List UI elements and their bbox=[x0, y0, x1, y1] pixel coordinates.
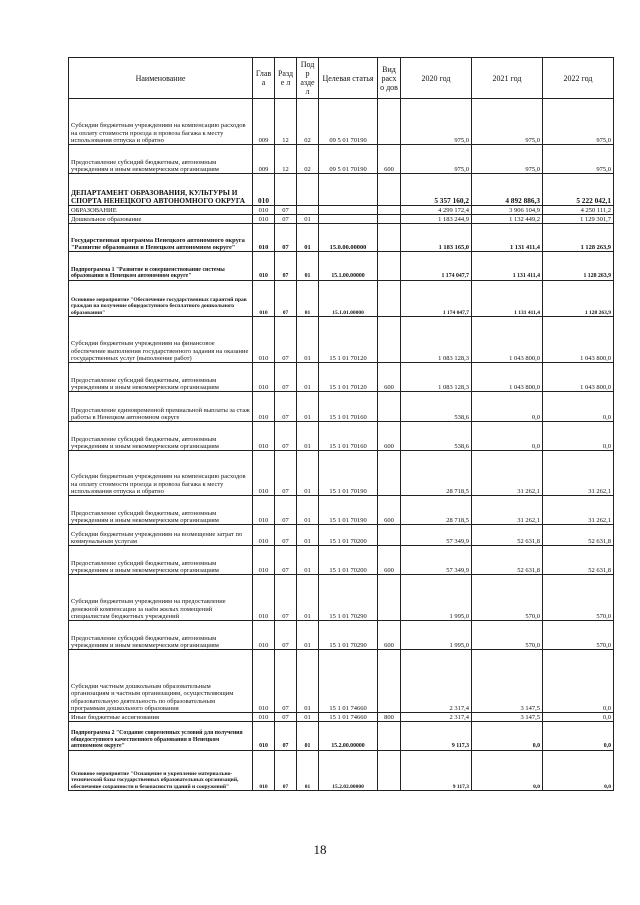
row-name: Основное мероприятие "Обеспечение государственных гарантий прав граждан на получение общедоступного бесплатного дошкольного образования" bbox=[69, 281, 253, 317]
row-glava: 010 bbox=[253, 496, 275, 525]
table-row bbox=[69, 575, 614, 621]
row-value-2020: 28 718,5 bbox=[401, 451, 472, 496]
row-podrazdel: 01 bbox=[297, 422, 319, 451]
table-row bbox=[69, 145, 614, 174]
row-glava: 010 bbox=[253, 363, 275, 392]
row-razdel: 07 bbox=[275, 751, 297, 791]
document-page bbox=[68, 57, 613, 791]
row-value-2022: 1 128 263,9 bbox=[543, 224, 614, 252]
table-row bbox=[69, 392, 614, 422]
header-name: Наименование bbox=[69, 58, 253, 99]
row-name: Предоставление субсидий бюджетным, автономным учреждениям и иным некоммерческим организациям bbox=[69, 546, 253, 575]
header-2020: 2020 год bbox=[401, 58, 472, 99]
row-value-2021: 31 262,1 bbox=[472, 496, 543, 525]
row-value-2021: 1 131 411,4 bbox=[472, 281, 543, 317]
row-value-2021: 3 147,5 bbox=[472, 713, 543, 722]
table-row bbox=[69, 99, 614, 145]
row-value-2021: 52 631,8 bbox=[472, 546, 543, 575]
row-expense-type: 600 bbox=[378, 546, 401, 575]
row-value-2021: 52 631,8 bbox=[472, 525, 543, 546]
row-podrazdel: 01 bbox=[297, 252, 319, 281]
row-name: Подпрограмма 2 "Создание современных условий для получения общедоступного качественного образования в Ненецком автономном округе" bbox=[69, 722, 253, 751]
row-target-article: 15 1 01 70290 bbox=[319, 575, 378, 621]
row-value-2022: 0,0 bbox=[543, 650, 614, 713]
row-glava: 010 bbox=[253, 650, 275, 713]
row-name: Субсидии бюджетным учреждениям на компенсацию расходов на оплату стоимости проезда и провоза багажа к месту использования отпуска и обратно bbox=[69, 451, 253, 496]
row-glava: 010 bbox=[253, 546, 275, 575]
row-glava: 010 bbox=[253, 174, 275, 206]
row-value-2021: 570,0 bbox=[472, 621, 543, 650]
row-value-2022: 975,0 bbox=[543, 145, 614, 174]
row-target-article bbox=[319, 215, 378, 224]
row-glava: 010 bbox=[253, 317, 275, 363]
row-podrazdel: 01 bbox=[297, 575, 319, 621]
row-razdel: 07 bbox=[275, 722, 297, 751]
row-glava: 010 bbox=[253, 215, 275, 224]
row-value-2022: 1 128 263,9 bbox=[543, 281, 614, 317]
row-value-2020: 1 083 128,3 bbox=[401, 317, 472, 363]
header-target-article: Целевая статья bbox=[319, 58, 378, 99]
row-value-2021: 3 906 104,9 bbox=[472, 206, 543, 215]
row-value-2021: 1 132 449,2 bbox=[472, 215, 543, 224]
row-expense-type: 600 bbox=[378, 145, 401, 174]
row-razdel: 07 bbox=[275, 224, 297, 252]
table-row bbox=[69, 525, 614, 546]
row-target-article: 15.2.02.00000 bbox=[319, 751, 378, 791]
row-expense-type bbox=[378, 751, 401, 791]
row-name: Предоставление субсидий бюджетным, автономным учреждениям и иным некоммерческим организациям bbox=[69, 621, 253, 650]
row-value-2022: 975,0 bbox=[543, 99, 614, 145]
row-target-article: 15.0.00.00000 bbox=[319, 224, 378, 252]
row-value-2020: 28 718,5 bbox=[401, 496, 472, 525]
row-expense-type bbox=[378, 575, 401, 621]
row-target-article: 15 1 01 70120 bbox=[319, 317, 378, 363]
row-expense-type bbox=[378, 722, 401, 751]
row-expense-type: 600 bbox=[378, 496, 401, 525]
row-razdel: 07 bbox=[275, 451, 297, 496]
row-target-article: 15 1 01 70200 bbox=[319, 546, 378, 575]
row-target-article: 15 1 01 70190 bbox=[319, 451, 378, 496]
header-glava: Глав а bbox=[253, 58, 275, 99]
row-podrazdel: 01 bbox=[297, 392, 319, 422]
row-podrazdel: 01 bbox=[297, 525, 319, 546]
row-expense-type bbox=[378, 317, 401, 363]
row-value-2020: 1 183 165,0 bbox=[401, 224, 472, 252]
row-razdel: 07 bbox=[275, 621, 297, 650]
row-value-2020: 1 174 047,7 bbox=[401, 252, 472, 281]
table-row bbox=[69, 650, 614, 713]
row-value-2021: 0,0 bbox=[472, 422, 543, 451]
row-podrazdel: 01 bbox=[297, 713, 319, 722]
row-target-article: 09 5 01 70190 bbox=[319, 145, 378, 174]
row-podrazdel: 01 bbox=[297, 621, 319, 650]
row-value-2020: 1 183 244,9 bbox=[401, 215, 472, 224]
row-value-2021: 1 131 411,4 bbox=[472, 252, 543, 281]
budget-table bbox=[68, 57, 614, 791]
row-glava: 010 bbox=[253, 525, 275, 546]
row-value-2020: 9 117,3 bbox=[401, 722, 472, 751]
row-name: Субсидии бюджетным учреждениям на возмещение затрат по коммунальным услугам bbox=[69, 525, 253, 546]
row-value-2020: 5 357 160,2 bbox=[401, 174, 472, 206]
row-name: Субсидии бюджетным учреждениям на компенсацию расходов на оплату стоимости проезда и провоза багажа к месту использования отпуска и обратно bbox=[69, 99, 253, 145]
row-expense-type bbox=[378, 206, 401, 215]
table-row bbox=[69, 252, 614, 281]
row-value-2020: 1 174 047,7 bbox=[401, 281, 472, 317]
row-name: Предоставление субсидий бюджетным, автономным учреждениям и иным некоммерческим организациям bbox=[69, 422, 253, 451]
row-target-article bbox=[319, 206, 378, 215]
row-value-2021: 3 147,5 bbox=[472, 650, 543, 713]
row-expense-type bbox=[378, 650, 401, 713]
row-value-2021: 975,0 bbox=[472, 145, 543, 174]
row-target-article: 15.1.01.00000 bbox=[319, 281, 378, 317]
row-value-2022: 0,0 bbox=[543, 751, 614, 791]
row-value-2021: 1 043 800,0 bbox=[472, 317, 543, 363]
row-podrazdel: 01 bbox=[297, 224, 319, 252]
row-value-2021: 975,0 bbox=[472, 99, 543, 145]
row-razdel: 07 bbox=[275, 281, 297, 317]
row-name: Субсидии бюджетным учреждениям на предоставление денежной компенсации за наём жилых помещений специалистам бюджетных учреждений bbox=[69, 575, 253, 621]
row-name: Предоставление единовременной премиальной выплаты за стаж работы в Ненецком автономном округе bbox=[69, 392, 253, 422]
table-row bbox=[69, 224, 614, 252]
row-glava: 009 bbox=[253, 145, 275, 174]
row-name: Субсидии бюджетным учреждениям на финансовое обеспечение выполнения государственного задания на оказание государственных услуг (выполнение работ) bbox=[69, 317, 253, 363]
row-podrazdel bbox=[297, 206, 319, 215]
row-glava: 010 bbox=[253, 722, 275, 751]
row-target-article: 15 1 01 70160 bbox=[319, 422, 378, 451]
row-name: Основное мероприятие "Оснащение и укрепление материально-технической базы государственных образовательных организаций, обеспечение сохранности и безопасности зданий и сооружений" bbox=[69, 751, 253, 791]
row-target-article: 15 1 01 70160 bbox=[319, 392, 378, 422]
row-value-2022: 52 631,8 bbox=[543, 546, 614, 575]
row-expense-type bbox=[378, 525, 401, 546]
row-name: Предоставление субсидий бюджетным, автономным учреждениям и иным некоммерческим организациям bbox=[69, 363, 253, 392]
row-podrazdel: 01 bbox=[297, 722, 319, 751]
table-row bbox=[69, 722, 614, 751]
row-value-2022: 4 250 111,2 bbox=[543, 206, 614, 215]
row-glava: 010 bbox=[253, 281, 275, 317]
table-row bbox=[69, 215, 614, 224]
row-value-2020: 57 349,9 bbox=[401, 525, 472, 546]
row-expense-type bbox=[378, 281, 401, 317]
row-value-2020: 538,6 bbox=[401, 392, 472, 422]
row-razdel: 12 bbox=[275, 99, 297, 145]
row-podrazdel: 02 bbox=[297, 99, 319, 145]
row-razdel: 07 bbox=[275, 317, 297, 363]
row-name: Дошкольное образование bbox=[69, 215, 253, 224]
header-razdel: Разде л bbox=[275, 58, 297, 99]
row-expense-type bbox=[378, 224, 401, 252]
row-value-2021: 0,0 bbox=[472, 722, 543, 751]
row-value-2021: 0,0 bbox=[472, 392, 543, 422]
row-value-2020: 538,6 bbox=[401, 422, 472, 451]
header-podrazdel: Подр аздел bbox=[297, 58, 319, 99]
row-razdel: 07 bbox=[275, 206, 297, 215]
row-glava: 010 bbox=[253, 422, 275, 451]
row-razdel: 07 bbox=[275, 496, 297, 525]
row-razdel: 12 bbox=[275, 145, 297, 174]
row-podrazdel: 01 bbox=[297, 546, 319, 575]
table-body bbox=[69, 99, 614, 791]
row-podrazdel: 01 bbox=[297, 215, 319, 224]
row-target-article: 15 1 01 70290 bbox=[319, 621, 378, 650]
table-row bbox=[69, 281, 614, 317]
row-target-article: 15 1 01 70120 bbox=[319, 363, 378, 392]
row-name: Иные бюджетные ассигнования bbox=[69, 713, 253, 722]
row-glava: 010 bbox=[253, 224, 275, 252]
row-expense-type bbox=[378, 451, 401, 496]
row-target-article: 15.2.00.00000 bbox=[319, 722, 378, 751]
row-expense-type: 600 bbox=[378, 621, 401, 650]
row-value-2020: 2 317,4 bbox=[401, 650, 472, 713]
row-razdel: 07 bbox=[275, 215, 297, 224]
table-row bbox=[69, 546, 614, 575]
row-expense-type bbox=[378, 174, 401, 206]
row-name: Предоставление субсидий бюджетным, автономным учреждениям и иным некоммерческим организациям bbox=[69, 145, 253, 174]
row-podrazdel: 01 bbox=[297, 281, 319, 317]
row-value-2022: 31 262,1 bbox=[543, 496, 614, 525]
row-razdel: 07 bbox=[275, 525, 297, 546]
row-razdel: 07 bbox=[275, 363, 297, 392]
row-glava: 010 bbox=[253, 713, 275, 722]
row-expense-type: 600 bbox=[378, 422, 401, 451]
table-row bbox=[69, 206, 614, 215]
row-podrazdel: 01 bbox=[297, 317, 319, 363]
row-value-2021: 0,0 bbox=[472, 751, 543, 791]
row-target-article: 15 1 01 70200 bbox=[319, 525, 378, 546]
row-glava: 010 bbox=[253, 451, 275, 496]
row-podrazdel: 01 bbox=[297, 451, 319, 496]
row-value-2022: 1 043 800,0 bbox=[543, 317, 614, 363]
row-target-article: 15 1 01 74660 bbox=[319, 650, 378, 713]
row-name: Субсидии частным дошкольным образовательным организациям и частным организациям, осуществляющим образовательную деятельность по образовательным программам дошкольного образования bbox=[69, 650, 253, 713]
row-razdel: 07 bbox=[275, 422, 297, 451]
table-row bbox=[69, 621, 614, 650]
row-name: Государственная программа Ненецкого автономного округа "Развитие образования в Ненецком автономном округе" bbox=[69, 224, 253, 252]
row-value-2020: 975,0 bbox=[401, 145, 472, 174]
table-row bbox=[69, 451, 614, 496]
row-podrazdel: 02 bbox=[297, 145, 319, 174]
row-razdel: 07 bbox=[275, 252, 297, 281]
row-target-article: 15 1 01 70190 bbox=[319, 496, 378, 525]
row-expense-type bbox=[378, 252, 401, 281]
row-value-2020: 9 117,3 bbox=[401, 751, 472, 791]
header-expense-type: Вид расхо дов bbox=[378, 58, 401, 99]
row-value-2022: 0,0 bbox=[543, 422, 614, 451]
row-value-2021: 31 262,1 bbox=[472, 451, 543, 496]
row-value-2022: 1 128 263,9 bbox=[543, 252, 614, 281]
row-name: ОБРАЗОВАНИЕ bbox=[69, 206, 253, 215]
row-glava: 010 bbox=[253, 575, 275, 621]
row-name: Предоставление субсидий бюджетным, автономным учреждениям и иным некоммерческим организациям bbox=[69, 496, 253, 525]
row-razdel bbox=[275, 174, 297, 206]
row-razdel: 07 bbox=[275, 650, 297, 713]
row-value-2020: 1 995,0 bbox=[401, 621, 472, 650]
table-header bbox=[69, 58, 614, 99]
row-value-2022: 0,0 bbox=[543, 722, 614, 751]
row-value-2022: 31 262,1 bbox=[543, 451, 614, 496]
row-podrazdel: 01 bbox=[297, 496, 319, 525]
row-expense-type bbox=[378, 99, 401, 145]
row-value-2021: 570,0 bbox=[472, 575, 543, 621]
header-2022: 2022 год bbox=[543, 58, 614, 99]
row-razdel: 07 bbox=[275, 575, 297, 621]
row-value-2020: 2 317,4 bbox=[401, 713, 472, 722]
row-target-article bbox=[319, 174, 378, 206]
row-value-2022: 0,0 bbox=[543, 392, 614, 422]
header-2021: 2021 год bbox=[472, 58, 543, 99]
row-name: Подпрограмма 1 "Развитие и совершенствование системы образования в Ненецком автономном округе" bbox=[69, 252, 253, 281]
row-glava: 010 bbox=[253, 392, 275, 422]
row-podrazdel: 01 bbox=[297, 751, 319, 791]
row-target-article: 09 5 01 70190 bbox=[319, 99, 378, 145]
row-value-2022: 1 129 301,7 bbox=[543, 215, 614, 224]
row-expense-type bbox=[378, 392, 401, 422]
row-expense-type bbox=[378, 215, 401, 224]
page-number: 18 bbox=[313, 842, 327, 857]
row-podrazdel bbox=[297, 174, 319, 206]
row-glava: 010 bbox=[253, 621, 275, 650]
row-value-2022: 1 043 800,0 bbox=[543, 363, 614, 392]
table-row bbox=[69, 317, 614, 363]
table-row bbox=[69, 363, 614, 392]
row-value-2022: 0,0 bbox=[543, 713, 614, 722]
row-name: ДЕПАРТАМЕНТ ОБРАЗОВАНИЯ, КУЛЬТУРЫ И СПОРТА НЕНЕЦКОГО АВТОНОМНОГО ОКРУГА bbox=[69, 174, 253, 206]
row-value-2021: 1 131 411,4 bbox=[472, 224, 543, 252]
row-value-2022: 570,0 bbox=[543, 575, 614, 621]
row-value-2021: 4 892 886,3 bbox=[472, 174, 543, 206]
row-glava: 009 bbox=[253, 99, 275, 145]
row-target-article: 15 1 01 74660 bbox=[319, 713, 378, 722]
row-razdel: 07 bbox=[275, 546, 297, 575]
row-glava: 010 bbox=[253, 751, 275, 791]
table-row bbox=[69, 496, 614, 525]
table-row bbox=[69, 422, 614, 451]
row-razdel: 07 bbox=[275, 713, 297, 722]
row-podrazdel: 01 bbox=[297, 363, 319, 392]
table-row bbox=[69, 751, 614, 791]
table-row bbox=[69, 713, 614, 722]
row-podrazdel: 01 bbox=[297, 650, 319, 713]
row-value-2021: 1 043 800,0 bbox=[472, 363, 543, 392]
row-value-2022: 5 222 042,1 bbox=[543, 174, 614, 206]
row-expense-type: 600 bbox=[378, 363, 401, 392]
row-value-2020: 4 299 172,4 bbox=[401, 206, 472, 215]
row-glava: 010 bbox=[253, 252, 275, 281]
row-value-2020: 57 349,9 bbox=[401, 546, 472, 575]
row-target-article: 15.1.00.00000 bbox=[319, 252, 378, 281]
row-value-2022: 52 631,8 bbox=[543, 525, 614, 546]
row-glava: 010 bbox=[253, 206, 275, 215]
table-row bbox=[69, 174, 614, 206]
row-razdel: 07 bbox=[275, 392, 297, 422]
row-value-2020: 1 083 128,3 bbox=[401, 363, 472, 392]
row-value-2020: 1 995,0 bbox=[401, 575, 472, 621]
row-value-2020: 975,0 bbox=[401, 99, 472, 145]
row-value-2022: 570,0 bbox=[543, 621, 614, 650]
row-expense-type: 800 bbox=[378, 713, 401, 722]
